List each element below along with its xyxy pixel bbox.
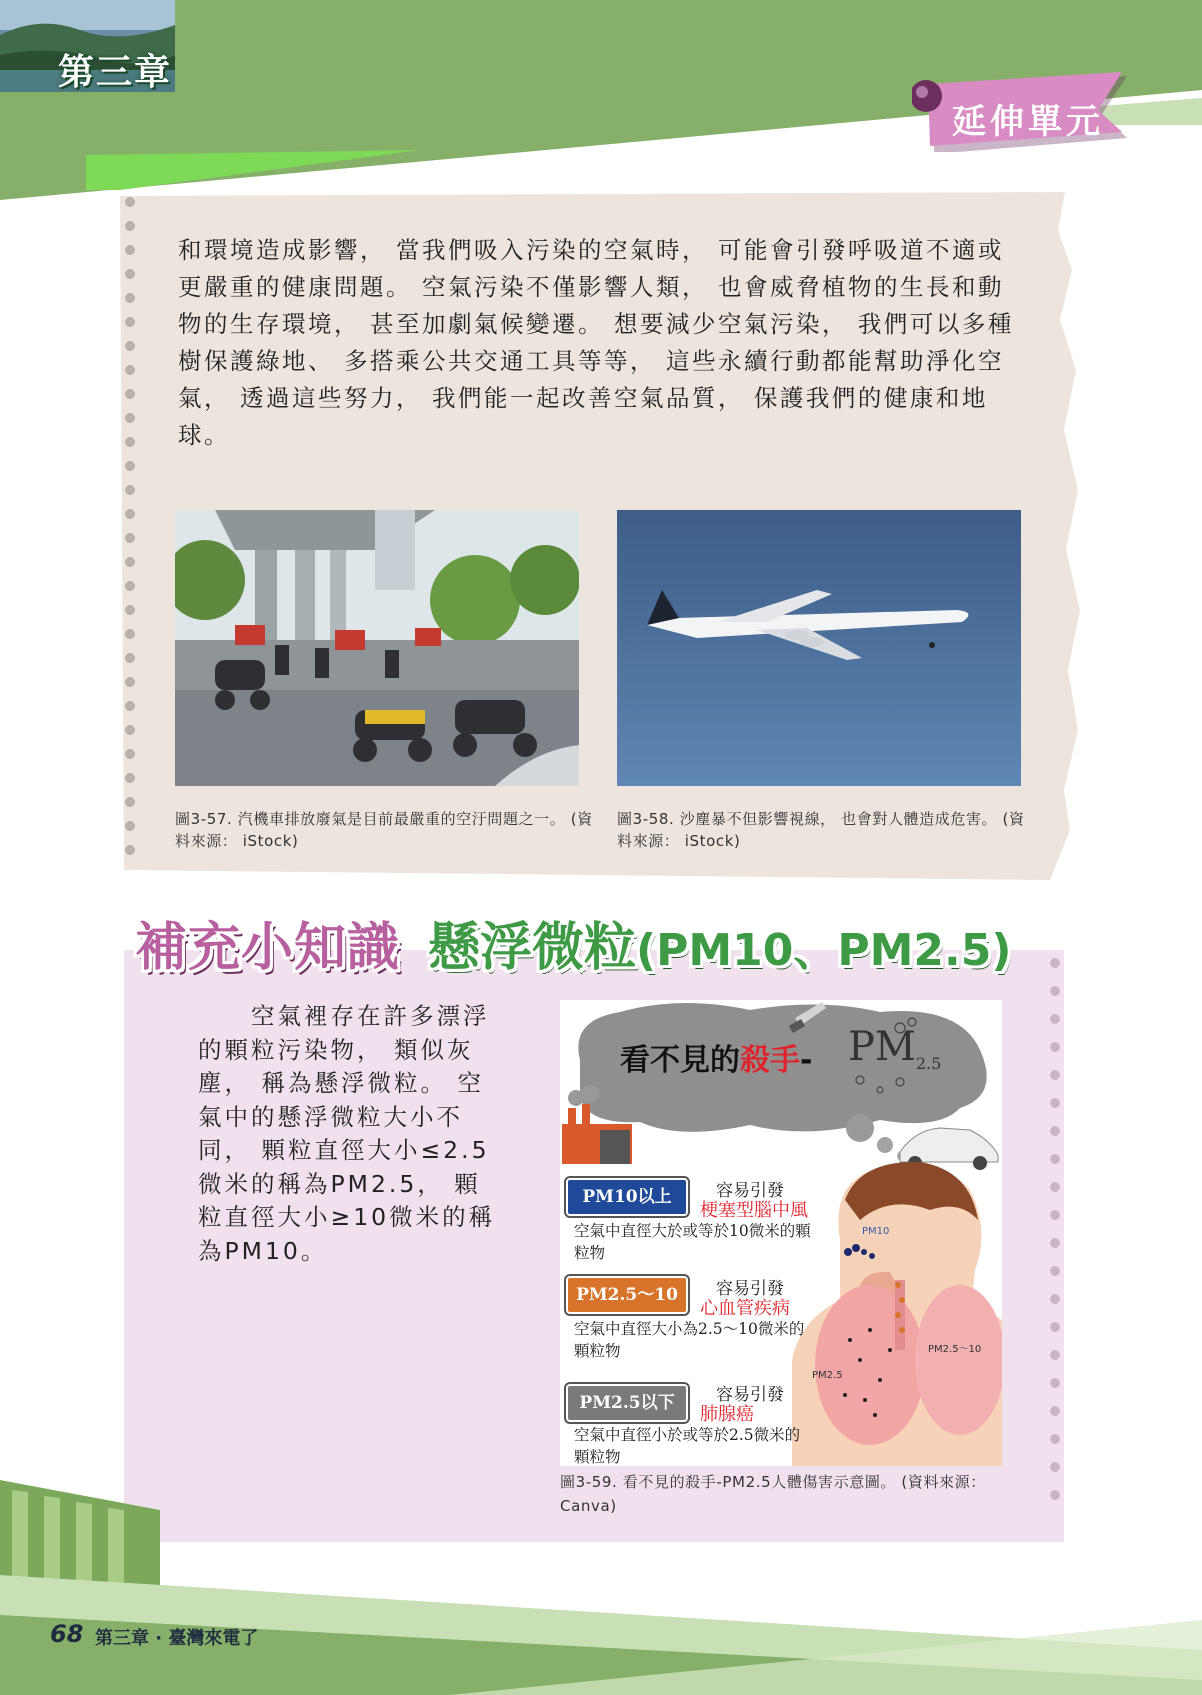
traffic-photo bbox=[175, 510, 579, 786]
supplement-title-paren: (PM10、PM2.5) bbox=[636, 925, 1012, 976]
notebook-rings bbox=[118, 196, 142, 866]
airplane-photo bbox=[617, 510, 1021, 786]
risk-pm25-10: 心血管疾病 bbox=[700, 1298, 790, 1319]
body-label-pm25: PM2.5 bbox=[812, 1370, 843, 1381]
caption-fig-3-58: 圖3-58. 沙塵暴不但影響視線， 也會對人體造成危害。 (資料來源： iStock) bbox=[617, 810, 1025, 850]
desc-pm25: 空氣中直徑小於或等於2.5微米的顆粒物 bbox=[574, 1426, 801, 1466]
badge-pm25-below: PM2.5以下 bbox=[566, 1384, 688, 1422]
extension-unit-tag: 延伸單元 bbox=[952, 102, 1104, 142]
desc-pm10: 空氣中直徑大於或等於10微米的顆粒物 bbox=[574, 1222, 811, 1262]
risk-pm25: 肺腺癌 bbox=[700, 1404, 754, 1425]
infographic-pm-text: PM bbox=[848, 1024, 916, 1070]
chapter-label: 第三章 bbox=[58, 52, 173, 93]
caption-fig-3-57: 圖3-57. 汽機車排放廢氣是目前最嚴重的空汙問題之一。 (資料來源： iStock) bbox=[175, 810, 593, 850]
footer-chapter-text: 第三章 · 臺灣來電了 bbox=[95, 1628, 259, 1649]
risk-label-pm10: 容易引發 bbox=[716, 1181, 784, 1201]
page-number: 68 bbox=[50, 1620, 84, 1648]
badge-pm10-above: PM10以上 bbox=[566, 1178, 688, 1216]
air-pollution-paragraph: 和環境造成影響， 當我們吸入污染的空氣時， 可能會引發呼吸道不適或更嚴重的健康問題。 空氣污染不僅影響人類， 也會威脅植物的生長和動物的生存環境， 甚至加劇氣候變遷。 想要減少空氣污染， 我們可以多種樹保護綠地、 多搭乘公共交通工具等等， 這些永續行動都能幫助淨化空氣， 透過這些努力， 我們能一起改善空氣品質， 保護我們的健康和地球。 bbox=[178, 236, 1014, 449]
supplement-title bbox=[428, 905, 1011, 980]
infographic-title-black: 看不見的 bbox=[620, 1043, 740, 1078]
supplement-title-main: 懸浮微粒 bbox=[428, 918, 637, 978]
badge-pm25-10: PM2.5～10 bbox=[566, 1276, 688, 1314]
infographic-title-dash: - bbox=[800, 1043, 813, 1078]
supplement-label: 補充小知識 bbox=[135, 918, 401, 978]
risk-label-pm25-10: 容易引發 bbox=[716, 1279, 784, 1299]
infographic-title-red: 殺手 bbox=[740, 1043, 800, 1078]
risk-label-pm25: 容易引發 bbox=[716, 1385, 784, 1405]
infographic-pm-sub: 2.5 bbox=[915, 1054, 942, 1073]
infographic-title bbox=[620, 1035, 812, 1079]
body-label-pm25-10: PM2.5～10 bbox=[928, 1344, 982, 1355]
infographic-pm-label bbox=[848, 1024, 941, 1073]
supplement-panel-rings bbox=[1046, 955, 1064, 1535]
body-label-pm10: PM10 bbox=[862, 1226, 890, 1237]
desc-pm25-10: 空氣中直徑大小為2.5～10微米的顆粒物 bbox=[574, 1320, 805, 1360]
risk-pm10: 梗塞型腦中風 bbox=[700, 1200, 808, 1221]
caption-fig-3-59: 圖3-59. 看不見的殺手-PM2.5人體傷害示意圖。 (資料來源： Canva) bbox=[560, 1473, 986, 1515]
particulate-paragraph: 空氣裡存在許多漂浮的顆粒污染物， 類似灰塵， 稱為懸浮微粒。 空氣中的懸浮微粒大小不同， 顆粒直徑大小≤2.5微米的稱為PM2.5， 顆粒直徑大小≥10微米的稱為PM10。 bbox=[198, 1002, 496, 1265]
